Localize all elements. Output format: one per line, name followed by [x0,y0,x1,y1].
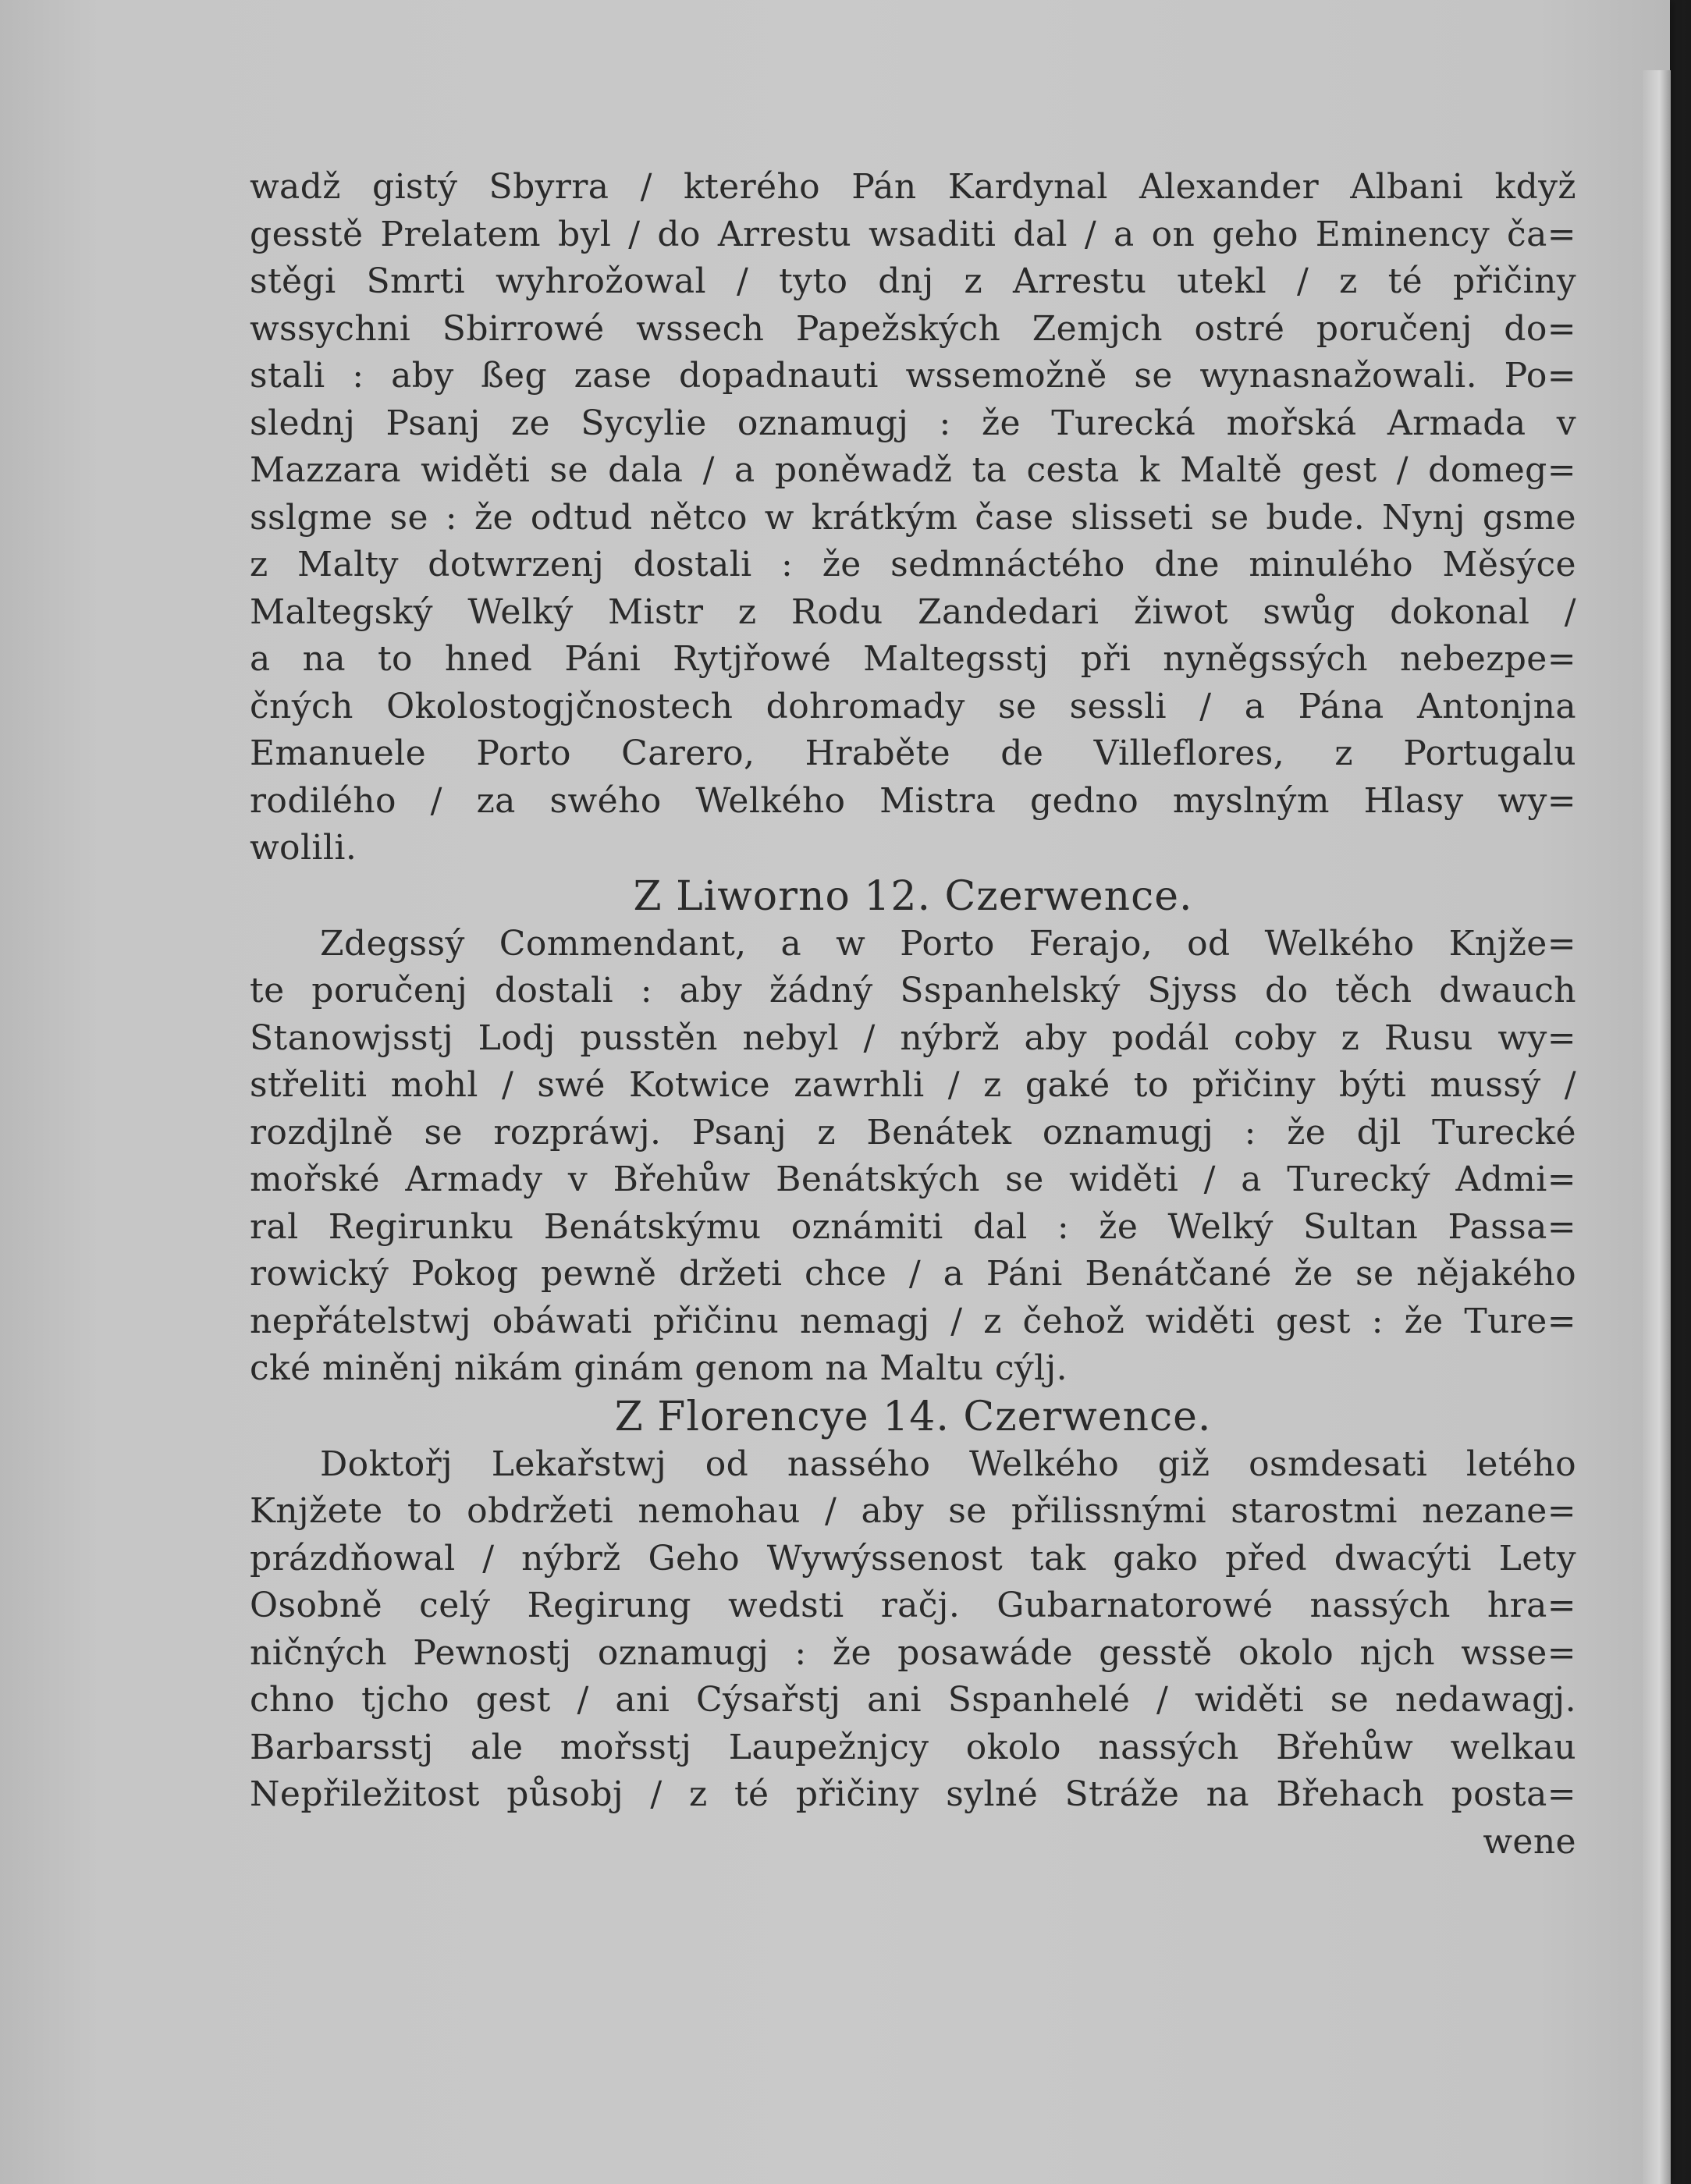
text-line: sslgme se : že odtud nětco w krátkým čase slisseti se bude. Nynj gsme [250,497,1576,538]
text-line: mořské Armady v Břehůw Benátských se widěti / a Turecký Admi= [250,1159,1576,1199]
catchword: wene [1483,1821,1576,1862]
text-line: prázdňowal / nýbrž Geho Wywýssenost tak gako před dwacýti Lety [250,1538,1576,1579]
text-line: Emanuele Porto Carero, Hraběte de Villeflores, z Portugalu [250,733,1576,773]
page-text [250,164,1576,1866]
text-line: slednj Psanj ze Sycylie oznamugj : že Turecká mořská Armada v [250,403,1576,443]
page-edge [1643,70,1671,2184]
text-line: wadž gistý Sbyrra / kterého Pán Kardynal Alexander Albani když [250,167,1576,207]
text-line: stěgi Smrti wyhrožowal / tyto dnj z Arrestu utekl / z té přičiny [250,261,1576,301]
text-line: rodilého / za swého Welkého Mistra gedno myslným Hlasy wy= [250,780,1576,821]
text-line: Maltegský Welký Mistr z Rodu Zandedari žiwot swůg dokonal / [250,591,1576,632]
text-line: ral Regirunku Benátskýmu oznámiti dal : že Welký Sultan Passa= [250,1206,1576,1247]
text-line: Zdegssý Commendant, a w Porto Ferajo, od Welkého Knjže= [320,923,1576,964]
text-line: rozdjlně se rozpráwj. Psanj z Benátek oznamugj : že djl Turecké [250,1112,1576,1152]
text-line: wssychni Sbirrowé wssech Papežských Zemjch ostré poručenj do= [250,308,1576,349]
text-line: Barbarsstj ale mořsstj Laupežnjcy okolo nassých Břehůw welkau [250,1727,1576,1767]
text-line: te poručenj dostali : aby žádný Sspanhelský Sjyss do těch dwauch [250,971,1576,1010]
text-line: Doktořj Lekařstwj od nassého Welkého giž osmdesati letého [320,1444,1576,1484]
text-line: Mazzara widěti se dala / a poněwadž ta cesta k Maltě gest / domeg= [250,450,1576,490]
section-heading: Z Liworno 12. Czerwence. [633,872,1193,920]
text-line: střeliti mohl / swé Kotwice zawrhli / z gaké to přičiny býti mussý / [250,1065,1576,1105]
text-line: Osobně celý Regirung wedsti račj. Gubarnatorowé nassých hra= [250,1586,1576,1625]
text-line: Stanowjsstj Lodj pusstěn nebyl / nýbrž aby podál coby z Rusu wy= [250,1017,1576,1058]
text-line: Nepřiležitost působj / z té přičiny sylné Stráže na Břehach posta= [250,1774,1576,1814]
text-line: a na to hned Páni Rytjřowé Maltegsstj při nyněgssých nebezpe= [250,639,1576,679]
text-line: Knjžete to obdržeti nemohau / aby se přilissnými starostmi nezane= [250,1491,1576,1531]
text-line: gesstě Prelatem byl / do Arrestu wsaditi dal / a on geho Eminency ča= [250,214,1576,254]
text-line: chno tjcho gest / ani Cýsařstj ani Sspanhelé / widěti se nedawagj. [250,1680,1576,1720]
section-heading: Z Florencye 14. Czerwence. [614,1393,1212,1440]
text-line: z Malty dotwrzenj dostali : že sedmnáctého dne minulého Měsýce [250,545,1576,584]
text-line: wolili. [250,828,357,868]
text-line: stali : aby ßeg zase dopadnauti wssemožně se wynasnažowali. Po= [250,356,1576,396]
text-line: cké miněnj nikám ginám genom na Maltu cýlj. [250,1348,1068,1388]
text-line: ničných Pewnostj oznamugj : že posawáde gesstě okolo njch wsse= [250,1632,1576,1673]
text-line: čných Okolostogjčnostech dohromady se sessli / a Pána Antonjna [250,686,1576,726]
text-line: nepřátelstwj obáwati přičinu nemagj / z čehož widěti gest : že Ture= [250,1301,1576,1341]
text-line: rowický Pokog pewně držeti chce / a Páni Benátčané že se nějakého [250,1254,1576,1294]
